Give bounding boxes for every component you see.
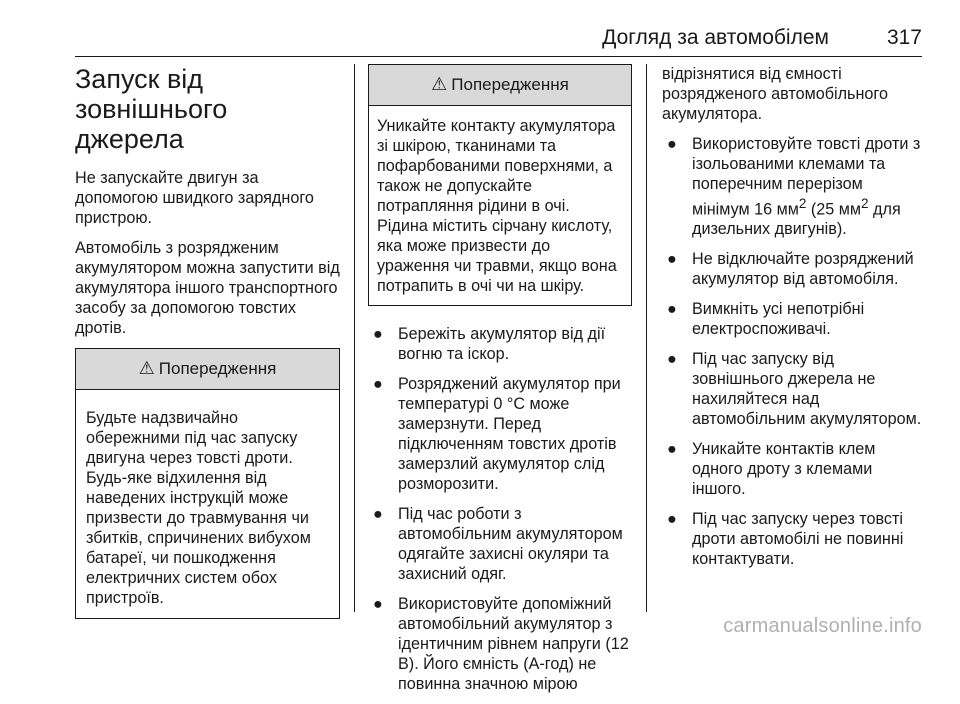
warning-box-2 bbox=[368, 64, 632, 306]
chapter-title: Догляд за автомобілем bbox=[602, 26, 829, 49]
left-column bbox=[75, 64, 340, 627]
list-item: ● Бережіть акумулятор від дії вогню та іскор. bbox=[373, 325, 606, 363]
bullet-icon: ● bbox=[373, 505, 383, 523]
intro-paragraph-1: Не запускайте двигун за допомогою швидкого зарядного пристрою. bbox=[75, 169, 314, 227]
bullet-list-middle bbox=[368, 324, 632, 694]
list-item: ● Використовуйте товсті дроти з ізольованими клемами та поперечним перерізом мінімум 16 $мм^2$ (25 $мм^2$ для дизельних двигунів). bbox=[667, 135, 921, 239]
list-item: ● Використовуйте допоміжний автомобільний акумулятор з ідентичним рівнем напруги (12 В). Його ємність (А-год) не повинна значною мірою bbox=[373, 595, 629, 693]
bullet-icon: ● bbox=[667, 350, 677, 369]
bullet-icon: ● bbox=[373, 595, 383, 613]
warning-triangle-icon: ⚠ bbox=[431, 74, 448, 94]
middle-column bbox=[368, 64, 632, 704]
warning-box-1 bbox=[75, 348, 340, 619]
column-divider-1 bbox=[354, 64, 355, 612]
bullet-list-right bbox=[662, 134, 924, 569]
bullet-icon: ● bbox=[667, 135, 677, 153]
list-item: ● Не відключайте розряджений акумулятор від автомобіля. bbox=[667, 250, 914, 289]
warning-triangle-icon: ⚠ bbox=[138, 358, 155, 378]
right-column bbox=[662, 64, 924, 579]
list-item: ● Уникайте контактів клем одного дроту з клемами іншого. bbox=[667, 440, 876, 499]
warning-title: Попередження bbox=[451, 75, 569, 94]
list-item: ● Розряджений акумулятор при температурі 0 °C може замерзнути. Перед підключенням товстих дротів замерзлий акумулятор слід розморозити. bbox=[373, 375, 621, 493]
warning-text: Уникайте контакту акумулятора зі шкірою, тканинами та пофарбованими поверхнями, а також не допускайте потрапляння рідини в очі. Рідина містить сірчану кислоту, яка може призвести до ураження чи травми, якщо вона потрапить в очі чи на шкіру. bbox=[377, 117, 617, 295]
page-header bbox=[602, 26, 922, 50]
warning-header bbox=[369, 65, 631, 106]
watermark: carmanualsonline.info bbox=[723, 615, 922, 637]
column-divider-2 bbox=[646, 64, 647, 612]
section-title-line-1: Запуск від bbox=[75, 64, 204, 94]
list-item: ● Під час запуску від зовнішнього джерела не нахиляйтеся над автомобільним акумулятором. bbox=[667, 350, 922, 429]
list-item: ● Під час запуску через товсті дроти автомобілі не повинні контактувати. bbox=[667, 510, 904, 569]
page-number: 317 bbox=[886, 26, 922, 49]
list-item: ● Під час роботи з автомобільним акумулятором одягайте захисні окуляри та захисний одяг. bbox=[373, 505, 623, 583]
bullet-icon: ● bbox=[667, 440, 677, 459]
bullet-icon: ● bbox=[667, 250, 677, 269]
header-rule bbox=[75, 56, 922, 57]
warning-title: Попередження bbox=[158, 359, 277, 378]
continued-text: відрізнятися від ємності розрядженого автомобільного акумулятора. bbox=[662, 65, 888, 123]
intro-paragraph-2: Автомобіль з розрядженим акумулятором можна запустити від акумулятора іншого транспортного засобу за допомогою товстих дротів. bbox=[75, 239, 340, 337]
bullet-icon: ● bbox=[667, 300, 677, 319]
bullet-icon: ● bbox=[373, 375, 383, 393]
warning-header bbox=[76, 349, 339, 390]
section-title-line-2: зовнішнього джерела bbox=[75, 94, 228, 154]
warning-text: Будьте надзвичайно обережними під час запуску двигуна через товсті дроти. Будь-яке відхилення від наведених інструкцій може призвести до травмування чи збитків, спричинених вибухом батареї, чи пошкодження електричних систем обох пристроїв. bbox=[86, 409, 311, 607]
bullet-icon: ● bbox=[667, 510, 677, 529]
bullet-icon: ● bbox=[373, 325, 383, 343]
section-title bbox=[75, 64, 340, 154]
list-item: ● Вимкніть усі непотрібні електроспоживачі. bbox=[667, 300, 865, 339]
